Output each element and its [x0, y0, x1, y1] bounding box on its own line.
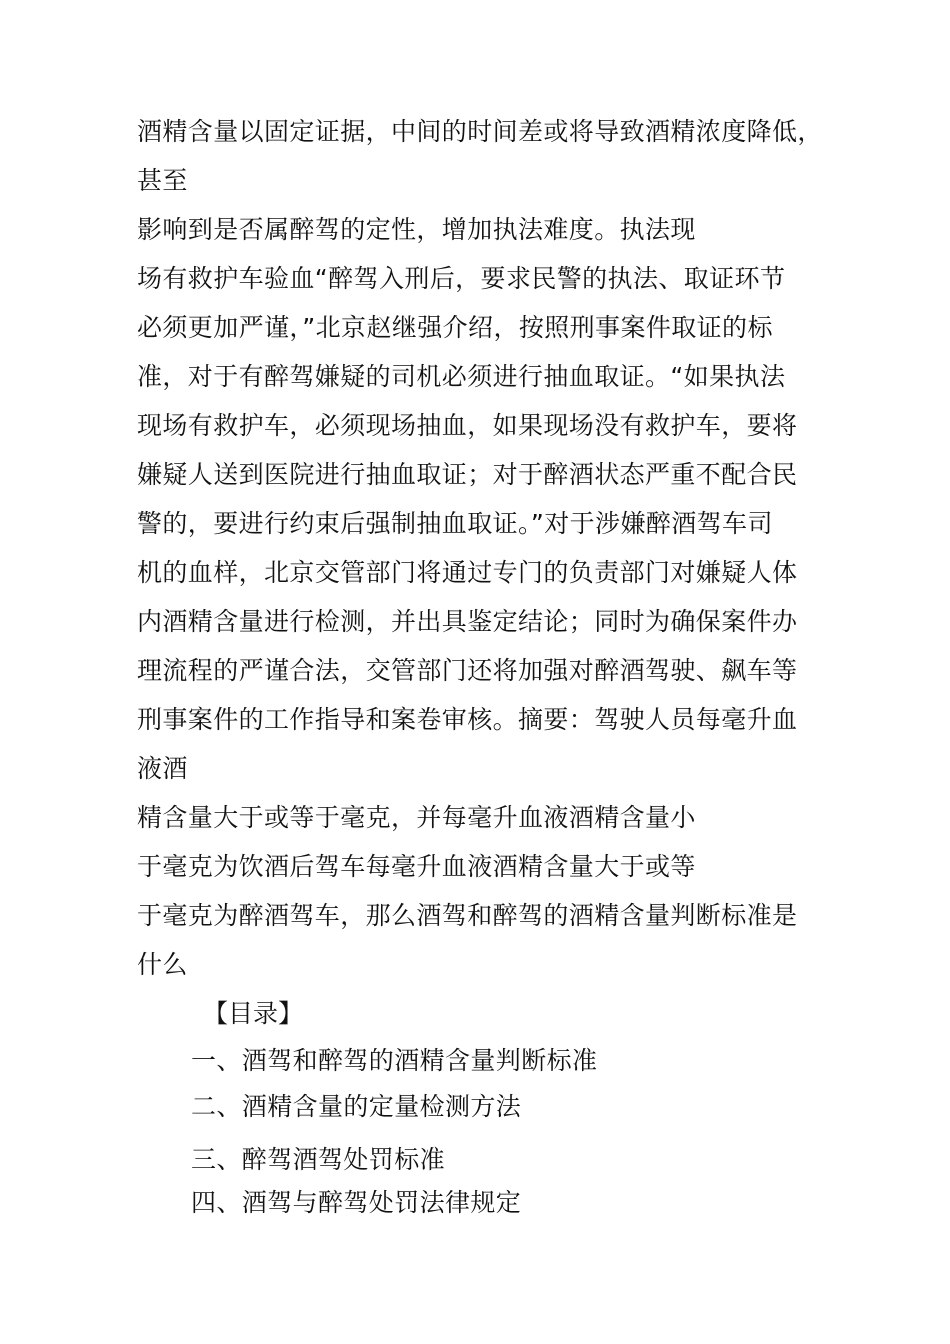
toc-heading: 【目录】: [203, 999, 304, 1028]
body-line: 于毫克为醉酒驾车，那么酒驾和醉驾的酒精含量判断标准是: [137, 901, 798, 930]
body-line: 什么: [137, 950, 188, 979]
body-line: 准，对于有醉驾嫌疑的司机必须进行抽血取证。“如果执法: [137, 362, 786, 391]
body-line: 嫌疑人送到医院进行抽血取证；对于醉酒状态严重不配合民: [137, 460, 798, 489]
body-line: 影响到是否属醉驾的定性，增加执法难度。执法现: [137, 215, 696, 244]
body-line: 刑事案件的工作指导和案卷审核。摘要：驾驶人员每毫升血: [137, 705, 798, 734]
body-line: 精含量大于或等于毫克，并每毫升血液酒精含量小: [137, 803, 696, 832]
body-line: 酒精含量以固定证据，中间的时间差或将导致酒精浓度降低，: [137, 117, 823, 146]
body-line: 机的血样，北京交管部门将通过专门的负责部门对嫌疑人体: [137, 558, 798, 587]
body-line: 甚至: [137, 166, 188, 195]
toc-item: 四、酒驾与醉驾处罚法律规定: [191, 1188, 522, 1217]
body-line: 于毫克为饮酒后驾车每毫升血液酒精含量大于或等: [137, 852, 696, 881]
body-line: 现场有救护车，必须现场抽血，如果现场没有救护车，要将: [137, 411, 798, 440]
toc-item: 二、酒精含量的定量检测方法: [191, 1092, 522, 1121]
body-line: 场有救护车验血“醉驾入刑后，要求民警的执法、取证环节: [137, 264, 786, 293]
body-line: 理流程的严谨合法，交管部门还将加强对醉酒驾驶、飙车等: [137, 656, 798, 685]
toc-item: 三、醉驾酒驾处罚标准: [191, 1145, 446, 1174]
toc-item: 一、酒驾和醉驾的酒精含量判断标准: [191, 1046, 598, 1075]
body-line: 必须更加严谨，”北京赵继强介绍，按照刑事案件取证的标: [137, 313, 773, 342]
body-line: 液酒: [137, 754, 188, 783]
body-line: 警的，要进行约束后强制抽血取证。”对于涉嫌醉酒驾车司: [137, 509, 773, 538]
body-line: 内酒精含量进行检测，并出具鉴定结论；同时为确保案件办: [137, 607, 798, 636]
